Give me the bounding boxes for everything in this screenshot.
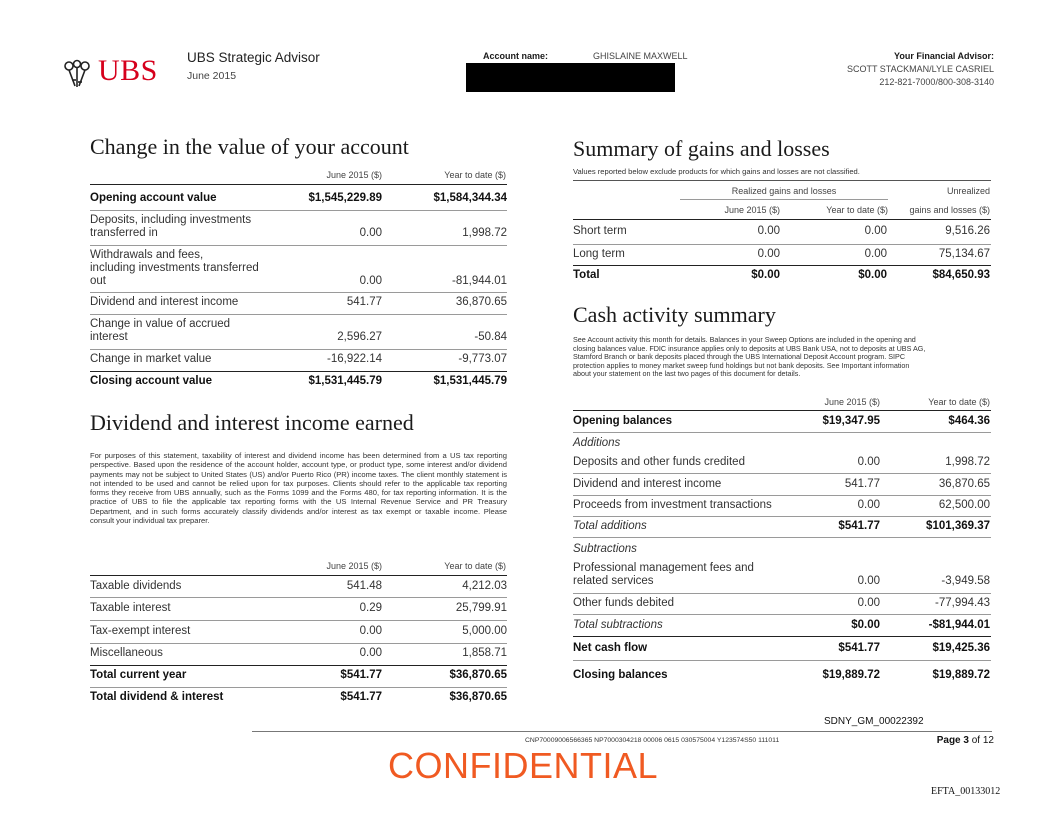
- table-row: Net cash flow $541.77 $19,425.36: [573, 642, 990, 654]
- col-header-ytd: Year to date ($): [928, 397, 990, 407]
- table-row: Professional management fees and related services 0.00 -3,949.58: [573, 562, 990, 587]
- table-row: Total current year $541.77 $36,870.65: [90, 669, 507, 681]
- table-row: Change in value of accrued interest 2,596.27 -50.84: [90, 318, 507, 343]
- table-row: Taxable interest 0.29 25,799.91: [90, 602, 507, 614]
- table-row: Opening account value $1,545,229.89 $1,584,344.34: [90, 192, 507, 204]
- table-row: Closing balances $19,889.72 $19,889.72: [573, 669, 990, 681]
- ubs-wordmark: UBS: [98, 54, 158, 87]
- ubs-logo: [60, 54, 170, 94]
- product-name: UBS Strategic Advisor: [187, 50, 320, 65]
- table-row: Other funds debited 0.00 -77,994.43: [573, 597, 990, 609]
- table-row: Proceeds from investment transactions 0.00 62,500.00: [573, 499, 990, 511]
- table-row: Short term 0.00 0.00 9,516.26: [573, 225, 990, 237]
- realized-header: Realized gains and losses: [731, 186, 837, 196]
- col-header-month: June 2015 ($): [724, 205, 780, 215]
- cash-disclaimer: See Account activity this month for details. Balances in your Sweep Options are included in the opening and closing balances value. FDIC insurance applies only to deposits at UBS Bank USA, not to deposits at UBS AG, Stamford Branch or bank deposits placed through the UBS International Deposit Account program. SIPC protection applies to money market sweep fund holdings but not bank deposits. See Important information about your statement on the last two pages of this document for details.: [573, 335, 926, 379]
- table-row: Dividend and interest income 541.77 36,870.65: [90, 296, 507, 308]
- efta-number: EFTA_00133012: [931, 786, 1001, 797]
- unrealized-header: Unrealized: [946, 186, 990, 196]
- col-header-ytd: Year to date ($): [444, 170, 506, 180]
- table-row: Total $0.00 $0.00 $84,650.93: [573, 269, 990, 281]
- table-row: Taxable dividends 541.48 4,212.03: [90, 580, 507, 592]
- table-row: Deposits, including investments transferred in 0.00 1,998.72: [90, 214, 507, 239]
- table-row: Deposits and other funds credited 0.00 1,998.72: [573, 456, 990, 468]
- cash-title: Cash activity summary: [573, 302, 776, 327]
- advisor-phone: 212-821-7000/800-308-3140: [879, 77, 994, 87]
- table-row: Miscellaneous 0.00 1,858.71: [90, 647, 507, 659]
- table-row: Dividend and interest income 541.77 36,870.65: [573, 478, 990, 490]
- table-row: Opening balances $19,347.95 $464.36: [573, 415, 990, 427]
- confidential-stamp: CONFIDENTIAL: [388, 745, 659, 786]
- table-row: Closing account value $1,531,445.79 $1,531,445.79: [90, 375, 507, 387]
- col-header-month: June 2015 ($): [824, 397, 880, 407]
- table-row: Total subtractions $0.00 -$81,944.01: [573, 619, 990, 631]
- advisor-names: SCOTT STACKMAN/LYLE CASRIEL: [846, 64, 994, 74]
- table-row: Withdrawals and fees, including investments transferred out 0.00 -81,944.01: [90, 249, 507, 287]
- page-number: Page 3 of 12: [936, 735, 994, 746]
- gains-title: Summary of gains and losses: [573, 136, 830, 161]
- gains-note: Values reported below exclude products for which gains and losses are not classified.: [573, 167, 860, 176]
- redaction-block: [466, 63, 675, 92]
- col-header-ytd: Year to date ($): [826, 205, 888, 215]
- unrealized-subheader: gains and losses ($): [909, 205, 990, 215]
- advisor-label: Your Financial Advisor:: [893, 51, 994, 61]
- statement-period: June 2015: [187, 70, 237, 82]
- table-row: Tax-exempt interest 0.00 5,000.00: [90, 625, 507, 637]
- bates-number: SDNY_GM_00022392: [824, 716, 924, 727]
- col-header-month: June 2015 ($): [326, 561, 382, 571]
- ubs-keys-icon: [60, 58, 94, 90]
- table-row: Total additions $541.77 $101,369.37: [573, 520, 990, 532]
- tax-disclaimer-paragraph: For purposes of this statement, taxability of interest and dividend income has been determined from a US tax reporting perspective. Based upon the residence of the account holder, account type, or product type, some interest and/or dividend payments may not be subject to United States (US) and/or Puerto Rico (PR) income taxes. The client monthly statement is not intended to be used and cannot be relied upon for tax purposes. Clients should refer to the applicable tax reporting forms they receive from UBS annually, such as the Forms 1099 and the Forms 480, for tax reporting information. It is the practice of UBS to file the applicable tax reporting forms with the US Internal Revenue Service and PR Treasury Department, and in such forms accurately classify dividends and/or interest as tax exempt or taxable income. Please consult your individual tax preparer.: [90, 451, 507, 526]
- col-header-ytd: Year to date ($): [444, 561, 506, 571]
- account-name: GHISLAINE MAXWELL: [593, 51, 688, 61]
- change-in-value-title: Change in the value of your account: [90, 134, 409, 159]
- table-row: Long term 0.00 0.00 75,134.67: [573, 248, 990, 260]
- col-header-month: June 2015 ($): [326, 170, 382, 180]
- document-code: CNP70009006566365 NP7000304218 00006 0615 030575004 Y123574S50 111011: [525, 737, 780, 744]
- account-name-label: Account name:: [483, 51, 549, 61]
- table-row: Total dividend & interest $541.77 $36,870.65: [90, 691, 507, 703]
- table-row: Change in market value -16,922.14 -9,773.07: [90, 353, 507, 365]
- dividends-title: Dividend and interest income earned: [90, 410, 414, 435]
